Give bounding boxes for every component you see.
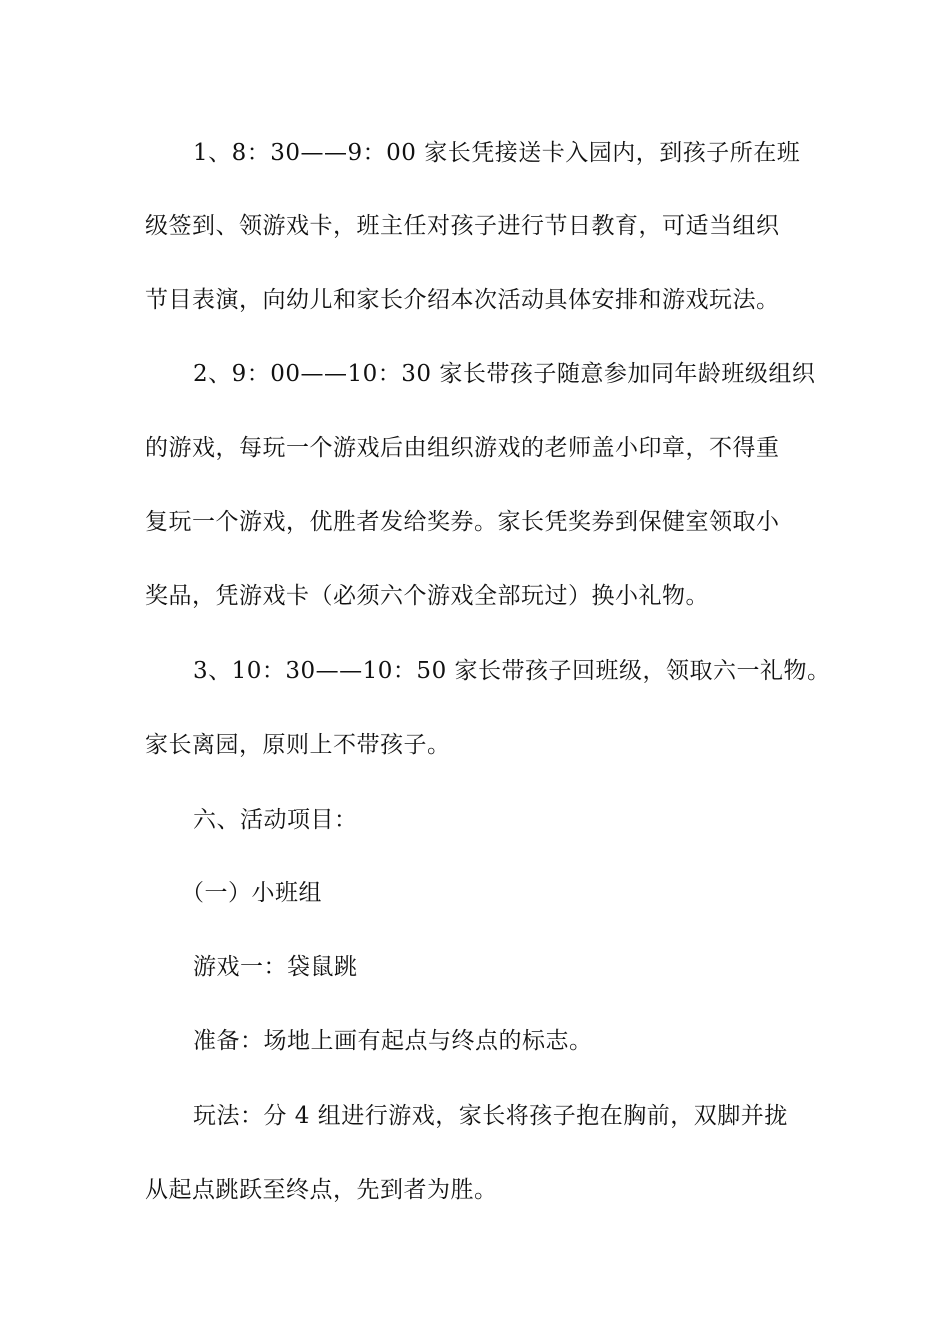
- schedule-item-2-line-4: 奖品，凭游戏卡（必须六个游戏全部玩过）换小礼物。: [145, 583, 709, 609]
- schedule-item-1-line-1: 1、8：30——9：00 家长凭接送卡入园内，到孩子所在班: [193, 140, 801, 166]
- schedule-item-1-line-2: 级签到、领游戏卡，班主任对孩子进行节日教育，可适当组织: [145, 213, 780, 239]
- game-title: 游戏一：袋鼠跳: [193, 954, 358, 980]
- game-rules-line-1: 玩法：分 4 组进行游戏，家长将孩子抱在胸前，双脚并拢: [193, 1103, 788, 1129]
- schedule-item-3-line-2: 家长离园，原则上不带孩子。: [145, 732, 451, 758]
- section-heading: 六、活动项目：: [193, 807, 358, 833]
- schedule-item-2-line-3: 复玩一个游戏，优胜者发给奖券。家长凭奖券到保健室领取小: [145, 509, 780, 535]
- game-rules-line-2: 从起点跳跃至终点，先到者为胜。: [145, 1177, 498, 1203]
- subsection-heading: （一）小班组: [181, 880, 322, 906]
- schedule-item-2-line-1: 2、9：00——10：30 家长带孩子随意参加同年龄班级组织: [193, 361, 816, 387]
- schedule-item-2-line-2: 的游戏，每玩一个游戏后由组织游戏的老师盖小印章，不得重: [145, 435, 780, 461]
- schedule-item-3-line-1: 3、10：30——10：50 家长带孩子回班级，领取六一礼物。: [193, 658, 831, 684]
- game-preparation: 准备：场地上画有起点与终点的标志。: [193, 1028, 593, 1054]
- schedule-item-1-line-3: 节目表演，向幼儿和家长介绍本次活动具体安排和游戏玩法。: [145, 287, 780, 313]
